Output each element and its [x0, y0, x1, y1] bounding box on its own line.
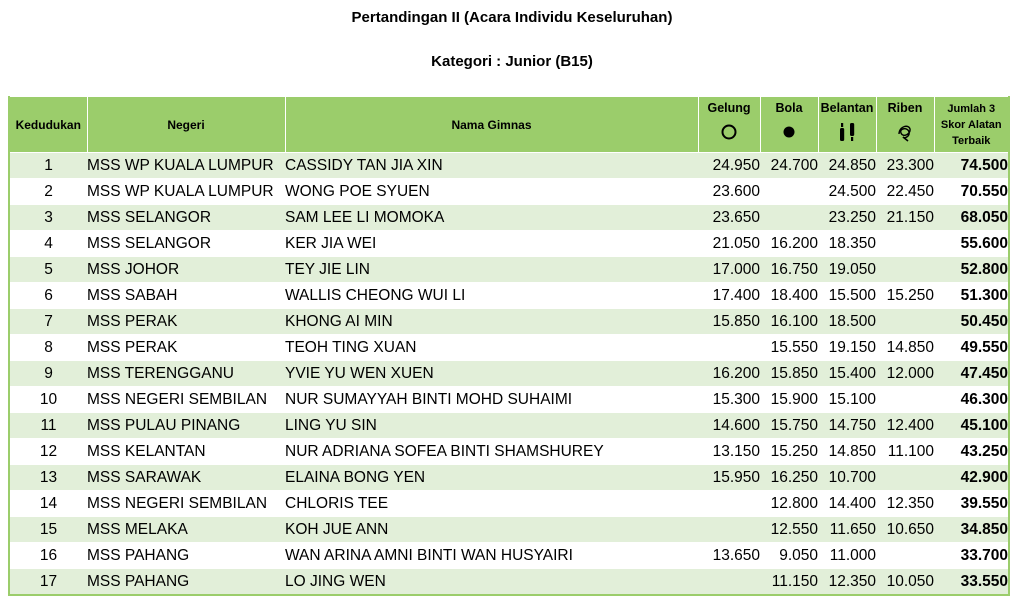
total-score-cell: 39.550	[934, 491, 1009, 517]
total-score-cell: 46.300	[934, 387, 1009, 413]
header-total	[934, 97, 1009, 153]
clubs-score-cell: 14.400	[818, 491, 876, 517]
header-rank: Kedudukan	[9, 97, 87, 153]
rank-cell: 1	[9, 153, 87, 179]
rank-cell: 7	[9, 309, 87, 335]
results-table	[8, 96, 1010, 596]
hoop-score-cell: 21.050	[698, 231, 760, 257]
rank-cell: 5	[9, 257, 87, 283]
hoop-score-cell: 23.650	[698, 205, 760, 231]
category-title: Kategori : Junior (B15)	[431, 53, 593, 70]
header-ribbon-label: Riben	[887, 100, 923, 115]
ball-score-cell: 9.050	[760, 543, 818, 569]
clubs-score-cell: 19.150	[818, 335, 876, 361]
ribbon-score-cell	[876, 257, 934, 283]
header-row	[9, 97, 1009, 153]
results-body	[9, 153, 1009, 596]
ribbon-score-cell: 12.350	[876, 491, 934, 517]
total-score-cell: 33.700	[934, 543, 1009, 569]
hoop-score-cell: 17.000	[698, 257, 760, 283]
header-hoop-label: Gelung	[707, 100, 751, 115]
state-cell: MSS KELANTAN	[87, 439, 285, 465]
rank-cell: 9	[9, 361, 87, 387]
gymnast-name-cell: ELAINA BONG YEN	[285, 465, 698, 491]
table-row	[9, 309, 1009, 335]
table-row	[9, 153, 1009, 179]
ribbon-score-cell: 15.250	[876, 283, 934, 309]
clubs-icon	[836, 123, 858, 141]
ribbon-score-cell: 11.100	[876, 439, 934, 465]
ball-score-cell: 16.250	[760, 465, 818, 491]
rank-cell: 10	[9, 387, 87, 413]
header-total-line3: Terbaik	[952, 134, 991, 147]
ribbon-score-cell: 10.050	[876, 569, 934, 596]
clubs-score-cell: 18.350	[818, 231, 876, 257]
ball-score-cell	[760, 205, 818, 231]
gymnast-name-cell: YVIE YU WEN XUEN	[285, 361, 698, 387]
table-row	[9, 543, 1009, 569]
ball-score-cell: 16.100	[760, 309, 818, 335]
clubs-score-cell: 11.650	[818, 517, 876, 543]
rank-cell: 13	[9, 465, 87, 491]
total-score-cell: 33.550	[934, 569, 1009, 596]
gymnast-name-cell: CHLORIS TEE	[285, 491, 698, 517]
header-clubs	[818, 97, 876, 153]
header-ribbon	[876, 97, 934, 153]
gymnast-name-cell: TEY JIE LIN	[285, 257, 698, 283]
hoop-score-cell	[698, 335, 760, 361]
rank-cell: 14	[9, 491, 87, 517]
rank-cell: 12	[9, 439, 87, 465]
state-cell: MSS PULAU PINANG	[87, 413, 285, 439]
ribbon-score-cell: 12.400	[876, 413, 934, 439]
total-score-cell: 49.550	[934, 335, 1009, 361]
clubs-score-cell: 11.000	[818, 543, 876, 569]
gymnast-name-cell: WONG POE SYUEN	[285, 179, 698, 205]
state-cell: MSS PAHANG	[87, 569, 285, 596]
state-cell: MSS TERENGGANU	[87, 361, 285, 387]
hoop-score-cell: 24.950	[698, 153, 760, 179]
hoop-icon	[720, 123, 738, 141]
total-score-cell: 55.600	[934, 231, 1009, 257]
state-cell: MSS SARAWAK	[87, 465, 285, 491]
rank-cell: 3	[9, 205, 87, 231]
header-ball	[760, 97, 818, 153]
gymnast-name-cell: NUR ADRIANA SOFEA BINTI SHAMSHUREY	[285, 439, 698, 465]
hoop-score-cell: 16.200	[698, 361, 760, 387]
state-cell: MSS WP KUALA LUMPUR	[87, 153, 285, 179]
table-row	[9, 283, 1009, 309]
total-score-cell: 34.850	[934, 517, 1009, 543]
state-cell: MSS MELAKA	[87, 517, 285, 543]
rank-cell: 11	[9, 413, 87, 439]
ribbon-score-cell	[876, 543, 934, 569]
hoop-score-cell	[698, 491, 760, 517]
ribbon-score-cell: 23.300	[876, 153, 934, 179]
total-score-cell: 74.500	[934, 153, 1009, 179]
clubs-score-cell: 18.500	[818, 309, 876, 335]
ball-score-cell: 24.700	[760, 153, 818, 179]
rank-cell: 15	[9, 517, 87, 543]
header-state: Negeri	[87, 97, 285, 153]
ribbon-score-cell: 10.650	[876, 517, 934, 543]
table-row	[9, 517, 1009, 543]
table-row	[9, 257, 1009, 283]
ribbon-score-cell: 14.850	[876, 335, 934, 361]
ribbon-score-cell: 21.150	[876, 205, 934, 231]
table-row	[9, 413, 1009, 439]
hoop-score-cell: 13.650	[698, 543, 760, 569]
state-cell: MSS JOHOR	[87, 257, 285, 283]
state-cell: MSS NEGERI SEMBILAN	[87, 491, 285, 517]
ribbon-icon	[895, 123, 915, 141]
ball-score-cell: 15.900	[760, 387, 818, 413]
gymnast-name-cell: TEOH TING XUAN	[285, 335, 698, 361]
table-row	[9, 387, 1009, 413]
table-row	[9, 465, 1009, 491]
state-cell: MSS PERAK	[87, 309, 285, 335]
state-cell: MSS PERAK	[87, 335, 285, 361]
clubs-score-cell: 19.050	[818, 257, 876, 283]
clubs-score-cell: 15.400	[818, 361, 876, 387]
hoop-score-cell	[698, 569, 760, 596]
clubs-score-cell: 12.350	[818, 569, 876, 596]
state-cell: MSS NEGERI SEMBILAN	[87, 387, 285, 413]
ribbon-score-cell	[876, 387, 934, 413]
ball-icon	[780, 123, 798, 141]
hoop-score-cell: 13.150	[698, 439, 760, 465]
hoop-score-cell: 15.300	[698, 387, 760, 413]
header-total-line1: Jumlah 3	[947, 102, 996, 115]
table-row	[9, 335, 1009, 361]
total-score-cell: 43.250	[934, 439, 1009, 465]
hoop-score-cell: 17.400	[698, 283, 760, 309]
gymnast-name-cell: LO JING WEN	[285, 569, 698, 596]
hoop-score-cell: 15.850	[698, 309, 760, 335]
table-row	[9, 439, 1009, 465]
ball-score-cell: 16.750	[760, 257, 818, 283]
state-cell: MSS SABAH	[87, 283, 285, 309]
hoop-score-cell: 23.600	[698, 179, 760, 205]
rank-cell: 6	[9, 283, 87, 309]
clubs-score-cell: 23.250	[818, 205, 876, 231]
total-score-cell: 42.900	[934, 465, 1009, 491]
hoop-score-cell	[698, 517, 760, 543]
page-title: Pertandingan II (Acara Individu Keseluruhan)	[351, 9, 673, 26]
rank-cell: 16	[9, 543, 87, 569]
ball-score-cell: 16.200	[760, 231, 818, 257]
ribbon-score-cell	[876, 231, 934, 257]
ribbon-score-cell: 22.450	[876, 179, 934, 205]
gymnast-name-cell: NUR SUMAYYAH BINTI MOHD SUHAIMI	[285, 387, 698, 413]
table-row	[9, 569, 1009, 596]
header-clubs-label: Belantan	[820, 100, 874, 115]
clubs-score-cell: 14.750	[818, 413, 876, 439]
ball-score-cell: 15.750	[760, 413, 818, 439]
total-score-cell: 51.300	[934, 283, 1009, 309]
rank-cell: 2	[9, 179, 87, 205]
ball-score-cell	[760, 179, 818, 205]
ball-score-cell: 12.550	[760, 517, 818, 543]
ribbon-score-cell	[876, 465, 934, 491]
ball-score-cell: 15.850	[760, 361, 818, 387]
gymnast-name-cell: WALLIS CHEONG WUI LI	[285, 283, 698, 309]
clubs-score-cell: 15.100	[818, 387, 876, 413]
header-hoop	[698, 97, 760, 153]
clubs-score-cell: 10.700	[818, 465, 876, 491]
ball-score-cell: 11.150	[760, 569, 818, 596]
header-total-line2: Skor Alatan	[940, 118, 1002, 131]
hoop-score-cell: 15.950	[698, 465, 760, 491]
state-cell: MSS PAHANG	[87, 543, 285, 569]
table-row	[9, 205, 1009, 231]
state-cell: MSS SELANGOR	[87, 231, 285, 257]
total-score-cell: 68.050	[934, 205, 1009, 231]
ball-score-cell: 15.550	[760, 335, 818, 361]
gymnast-name-cell: LING YU SIN	[285, 413, 698, 439]
gymnast-name-cell: CASSIDY TAN JIA XIN	[285, 153, 698, 179]
table-row	[9, 491, 1009, 517]
state-cell: MSS SELANGOR	[87, 205, 285, 231]
rank-cell: 17	[9, 569, 87, 596]
ribbon-score-cell: 12.000	[876, 361, 934, 387]
clubs-score-cell: 15.500	[818, 283, 876, 309]
clubs-score-cell: 14.850	[818, 439, 876, 465]
ball-score-cell: 15.250	[760, 439, 818, 465]
ball-score-cell: 12.800	[760, 491, 818, 517]
table-row	[9, 179, 1009, 205]
hoop-score-cell: 14.600	[698, 413, 760, 439]
clubs-score-cell: 24.500	[818, 179, 876, 205]
total-score-cell: 45.100	[934, 413, 1009, 439]
table-row	[9, 231, 1009, 257]
gymnast-name-cell: KHONG AI MIN	[285, 309, 698, 335]
header-ball-label: Bola	[775, 100, 803, 115]
rank-cell: 4	[9, 231, 87, 257]
gymnast-name-cell: KER JIA WEI	[285, 231, 698, 257]
rank-cell: 8	[9, 335, 87, 361]
gymnast-name-cell: SAM LEE LI MOMOKA	[285, 205, 698, 231]
total-score-cell: 47.450	[934, 361, 1009, 387]
header-gymnast: Nama Gimnas	[285, 97, 698, 153]
ribbon-score-cell	[876, 309, 934, 335]
total-score-cell: 52.800	[934, 257, 1009, 283]
clubs-score-cell: 24.850	[818, 153, 876, 179]
total-score-cell: 70.550	[934, 179, 1009, 205]
gymnast-name-cell: KOH JUE ANN	[285, 517, 698, 543]
gymnast-name-cell: WAN ARINA AMNI BINTI WAN HUSYAIRI	[285, 543, 698, 569]
table-row	[9, 361, 1009, 387]
total-score-cell: 50.450	[934, 309, 1009, 335]
ball-score-cell: 18.400	[760, 283, 818, 309]
state-cell: MSS WP KUALA LUMPUR	[87, 179, 285, 205]
